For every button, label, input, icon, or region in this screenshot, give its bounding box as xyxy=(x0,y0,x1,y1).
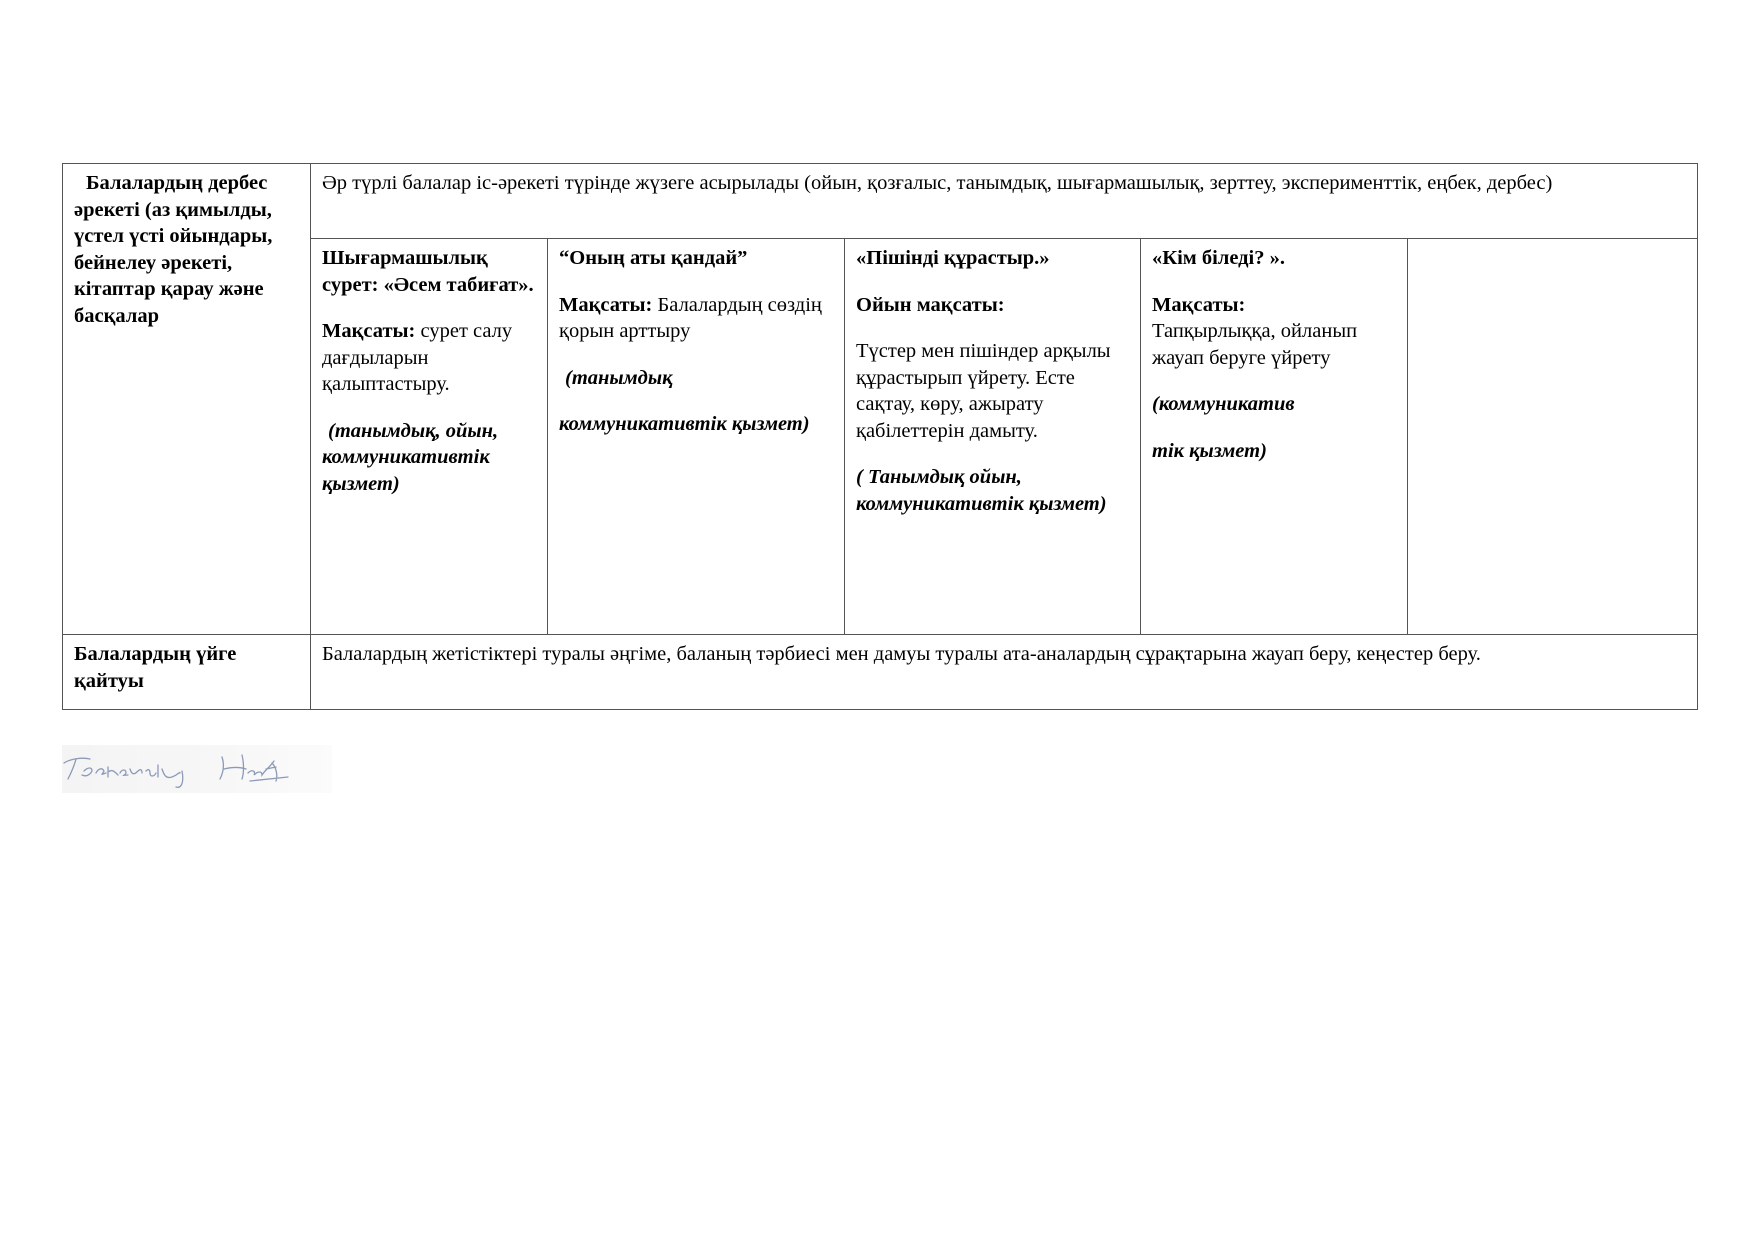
activity-cell-empty xyxy=(1408,239,1698,635)
row-description-text: Балалардың жетістіктері туралы әңгіме, баланың тәрбиесі мен дамуы туралы ата-аналардың сұрақтарына жауап беру, кеңестер беру. xyxy=(322,643,1481,665)
activity-title: «Кім біледі? ». xyxy=(1152,247,1285,269)
goal-text: Түстер мен пішіндер арқылы құрастырып үйрету. Есте сақтау, көру, ажырату қабілеттерін дамыту. xyxy=(856,340,1111,442)
daily-plan-table xyxy=(62,163,1698,710)
goal-text: Тапқырлыққа, ойланып жауап беруге үйрету xyxy=(1152,320,1358,369)
table-row xyxy=(63,164,1698,239)
activity-type: тік қызмет) xyxy=(1152,439,1267,462)
signature-drawing xyxy=(62,745,332,793)
activity-title: «Пішінді құрастыр.» xyxy=(856,247,1050,269)
activity-type: (коммуникатив xyxy=(1152,393,1295,415)
activity-cell-4 xyxy=(1141,239,1408,635)
goal-text: сурет салу дағдыларын қалыптастыру. xyxy=(322,320,513,395)
activity-cell-3 xyxy=(845,239,1141,635)
row-description-cell xyxy=(311,164,1698,239)
goal-label: Мақсаты: xyxy=(1152,293,1246,316)
activity-type: (танымдық, ойын, коммуникативтік қызмет) xyxy=(322,419,499,495)
row-header-text: Балалардың дербес әрекеті (аз қимылды, үстел үсті ойындары, бейнелеу әрекеті, кітаптар қарау және басқалар xyxy=(74,172,273,327)
handwritten-signature xyxy=(62,745,332,793)
activity-type: коммуникативтік қызмет) xyxy=(559,413,810,435)
table-row xyxy=(63,635,1698,710)
activity-cell-2 xyxy=(548,239,845,635)
activity-cell-1 xyxy=(311,239,548,635)
row-header-text: Балалардың үйге қайтуы xyxy=(74,643,237,692)
row-description-text: Әр түрлі балалар іс-әрекеті түрінде жүзеге асырылады (ойын, қозғалыс, танымдық, шығармашылық, зерттеу, эксперименттік, еңбек, дербес) xyxy=(322,172,1553,194)
activity-type: (танымдық xyxy=(565,366,673,389)
goal-text: Балалардың сөздің қорын арттыру xyxy=(559,293,822,342)
goal-label: Мақсаты: xyxy=(322,320,416,342)
goal-label: Ойын мақсаты: xyxy=(856,293,1005,316)
row-header-independent-activity xyxy=(63,164,311,635)
activity-type: ( Танымдық ойын, коммуникативтік қызмет) xyxy=(856,466,1107,515)
activity-title: Шығармашылық сурет: «Әсем табиғат». xyxy=(322,247,534,296)
goal-label: Мақсаты: xyxy=(559,293,653,316)
row-header-going-home xyxy=(63,635,311,710)
row-description-cell xyxy=(311,635,1698,710)
activity-title: “Оның аты қандай” xyxy=(559,247,748,269)
